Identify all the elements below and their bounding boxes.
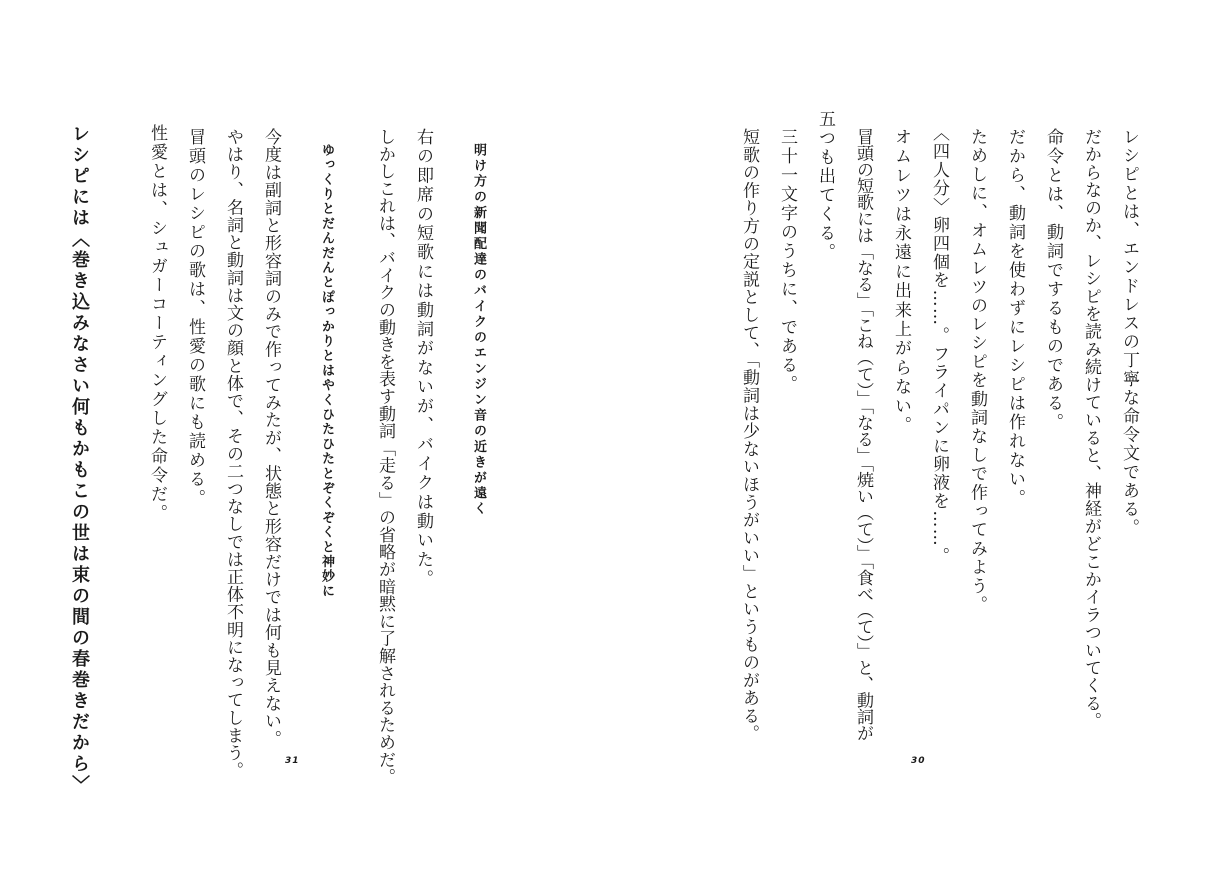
- right-line-8: 冒頭の短歌には「なる」「こね（て）」「なる」「焼い（て）」「食べ（て）」と、動詞が: [853, 128, 873, 741]
- right-line-7: オムレツは永遠に出来上がらない。: [891, 128, 911, 436]
- left-line-1: 右の即席の短歌には動詞がないが、バイクは動いた。: [413, 128, 433, 589]
- page-number-left: 31: [285, 756, 300, 766]
- page-number-right: 30: [911, 756, 926, 766]
- right-line-2: だからなのか、レシピを読み続けていると、神経がどこかイラついてくる。: [1081, 128, 1101, 730]
- closing-line: レシピには〈巻き込みなさい何もかもこの世は束の間の春巻きだから〉: [69, 124, 90, 796]
- right-line-3: 命令とは、動詞でするものである。: [1043, 128, 1063, 432]
- right-line-6: 〈四人分〉卵四個を……。フライパンに卵液を……。: [929, 124, 949, 566]
- left-line-3: 今度は副詞と形容詞のみで作ってみたが、状態と形容だけでは何も見えない。: [261, 128, 281, 748]
- right-line-4: だから、動詞を使わずにレシピは作れない。: [1005, 128, 1025, 508]
- left-line-5: 冒頭のレシピの歌は、性愛の歌にも読める。: [185, 128, 205, 508]
- tanka-line-1: 明け方の新聞配達のバイクのエンジン音の近きが遠く: [471, 143, 486, 518]
- right-line-1: レシピとは、エンドレスの丁寧な命令文である。: [1119, 128, 1139, 538]
- right-line-9: 五つも出てくる。: [815, 110, 835, 262]
- right-line-10: 三十一文字のうちに、である。: [777, 128, 797, 394]
- right-line-11: 短歌の作り方の定説として、「動詞は少ないほうがいい」というものがある。: [739, 128, 759, 743]
- left-line-6: 性愛とは、シュガーコーティングした命令だ。: [147, 124, 167, 523]
- left-line-4: やはり、名詞と動詞は文の顔と体で、その二つなしでは正体不明になってしまう。: [223, 128, 243, 780]
- tanka-line-2: ゆっくりとだんだんとぽっかりとはやくひたひたとぞくぞくと神妙に: [319, 143, 334, 599]
- right-line-5: ためしに、オムレツのレシピを動詞なしで作ってみよう。: [967, 128, 987, 615]
- left-line-2: しかしこれは、バイクの動きを表す動詞「走る」の省略が暗黙に了解されるためだ。: [375, 128, 395, 786]
